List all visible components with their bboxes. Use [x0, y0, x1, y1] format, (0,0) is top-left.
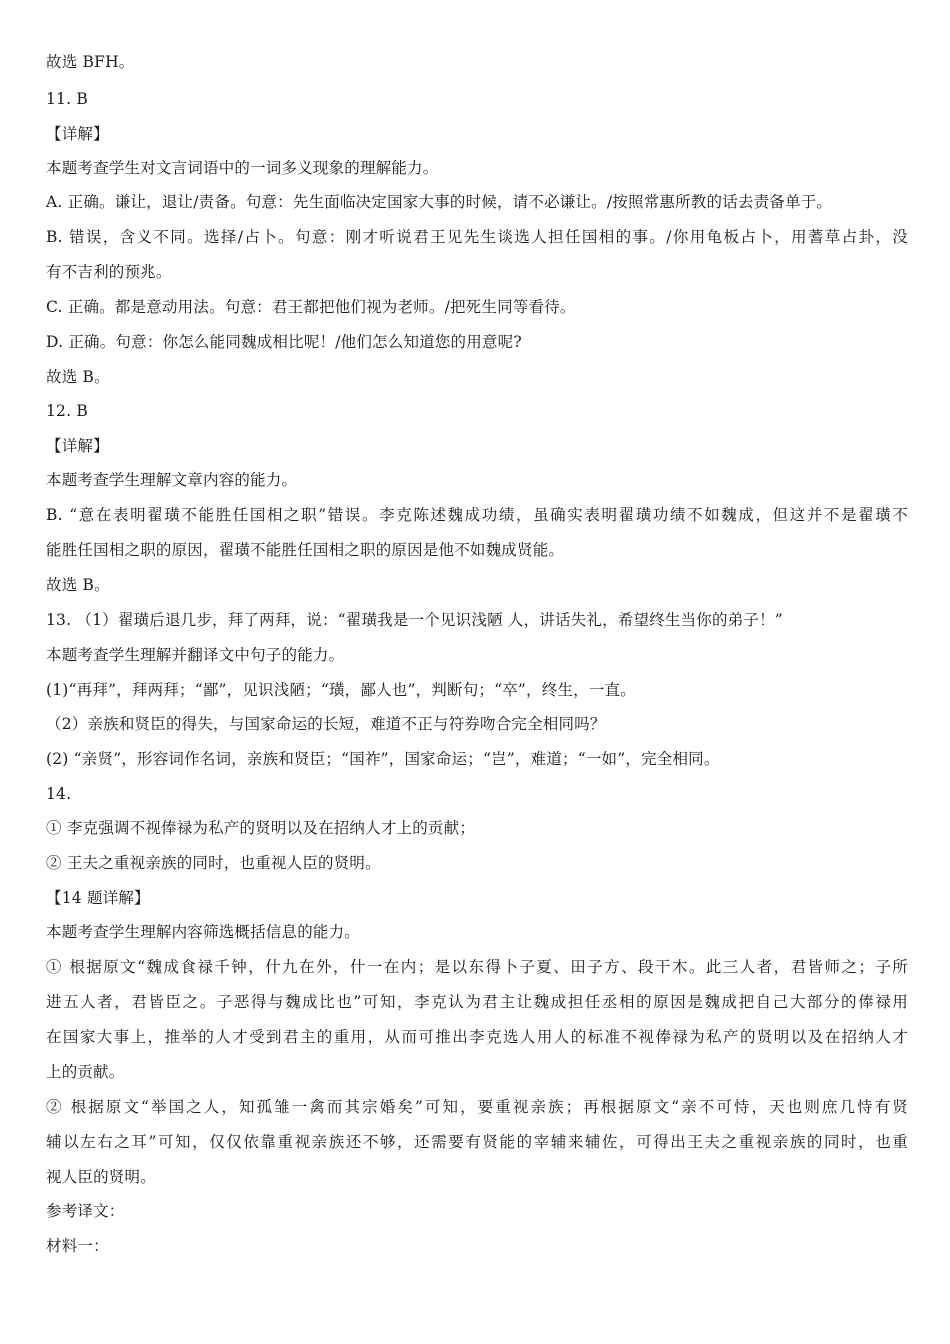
text-line: 参考译文： [46, 1202, 125, 1220]
text-line: ① 李克强调不视俸禄为私产的贤明以及在招纳人才上的贡献； [46, 819, 476, 837]
text-line: C. 正确。都是意动用法。句意：君王都把他们视为老师。/把死生同等看待。 [46, 298, 576, 316]
text-line: 进五人者，君皆臣之。子恶得与魏成比也”可知，李克认为君主让魏成担任丞相的原因是魏成把自己大部分的俸禄用 [46, 993, 908, 1011]
text-line: 有不吉利的预兆。 [46, 263, 172, 281]
text-line: ② 根据原文“举国之人，知孤雏一禽而其宗婚矣”可知，要重视亲族；再根据原文“亲不可恃，天也则庶几恃有贤 [46, 1098, 908, 1116]
text-line: 故选 BFH。 [46, 53, 135, 71]
text-line: 故选 B。 [46, 368, 110, 386]
section-heading: 【14 题详解】 [46, 889, 150, 907]
text-line: 能胜任国相之职的原因，翟璜不能胜任国相之职的原因是他不如魏成贤能。 [46, 541, 565, 559]
text-line: 上的贡献。 [46, 1063, 125, 1081]
question-number: 12. B [46, 402, 88, 420]
text-line: 在国家大事上，推举的人才受到君主的重用，从而可推出李克选人用人的标准不视俸禄为私产的贤明以及在招纳人才 [46, 1028, 908, 1046]
text-line: 辅以左右之耳”可知，仅仅依靠重视亲族还不够，还需要有贤能的宰辅来辅佐，可得出王夫之重视亲族的同时，也重 [46, 1133, 908, 1151]
question-number: 14. [46, 785, 72, 803]
question-number: 13. （1）翟璜后退几步，拜了两拜，说：“翟璜我是一个见识浅陋 人，讲话失礼，希望终生当你的弟子！” [46, 611, 783, 629]
text-line: B. “意在表明翟璜不能胜任国相之职”错误。李克陈述魏成功绩，虽确实表明翟璜功绩不如魏成，但这并不是翟璜不 [46, 506, 908, 524]
text-line: 材料一： [46, 1237, 109, 1255]
text-line: 本题考查学生理解文章内容的能力。 [46, 471, 298, 489]
text-line: ② 王夫之重视亲族的同时，也重视人臣的贤明。 [46, 854, 381, 872]
text-line: A. 正确。谦让，退让/责备。句意：先生面临决定国家大事的时候，请不必谦让。/按照常惠所教的话去责备单于。 [46, 193, 833, 211]
text-line: 本题考查学生理解内容筛选概括信息的能力。 [46, 923, 361, 941]
text-line: (2) “亲贤”，形容词作名词，亲族和贤臣；“国祚”，国家命运；“岂”，难道；“一如”，完全相同。 [46, 750, 720, 768]
text-line: 本题考查学生理解并翻译文中句子的能力。 [46, 646, 345, 664]
text-line: 视人臣的贤明。 [46, 1168, 156, 1186]
text-line: ① 根据原文“魏成食禄千钟，什九在外，什一在内；是以东得卜子夏、田子方、段干木。此三人者，君皆师之；子所 [46, 958, 908, 976]
question-number: 11. B [46, 90, 88, 108]
section-heading: 【详解】 [46, 437, 109, 455]
text-line: 故选 B。 [46, 576, 110, 594]
text-line: D. 正确。句意：你怎么能同魏成相比呢！/他们怎么知道您的用意呢? [46, 333, 522, 351]
section-heading: 【详解】 [46, 125, 109, 143]
text-line: 本题考查学生对文言词语中的一词多义现象的理解能力。 [46, 159, 439, 177]
text-line: （2）亲族和贤臣的得失，与国家命运的长短，难道不正与符券吻合完全相同吗？ [46, 715, 606, 733]
text-line: B. 错误，含义不同。选择/占卜。句意：刚才听说君王见先生谈选人担任国相的事。/你用龟板占卜，用蓍草占卦，没 [46, 228, 908, 246]
text-line: (1)“再拜”，拜两拜；“鄙”，见识浅陋；“璜，鄙人也”，判断句；“卒”，终生，一直。 [46, 681, 636, 699]
